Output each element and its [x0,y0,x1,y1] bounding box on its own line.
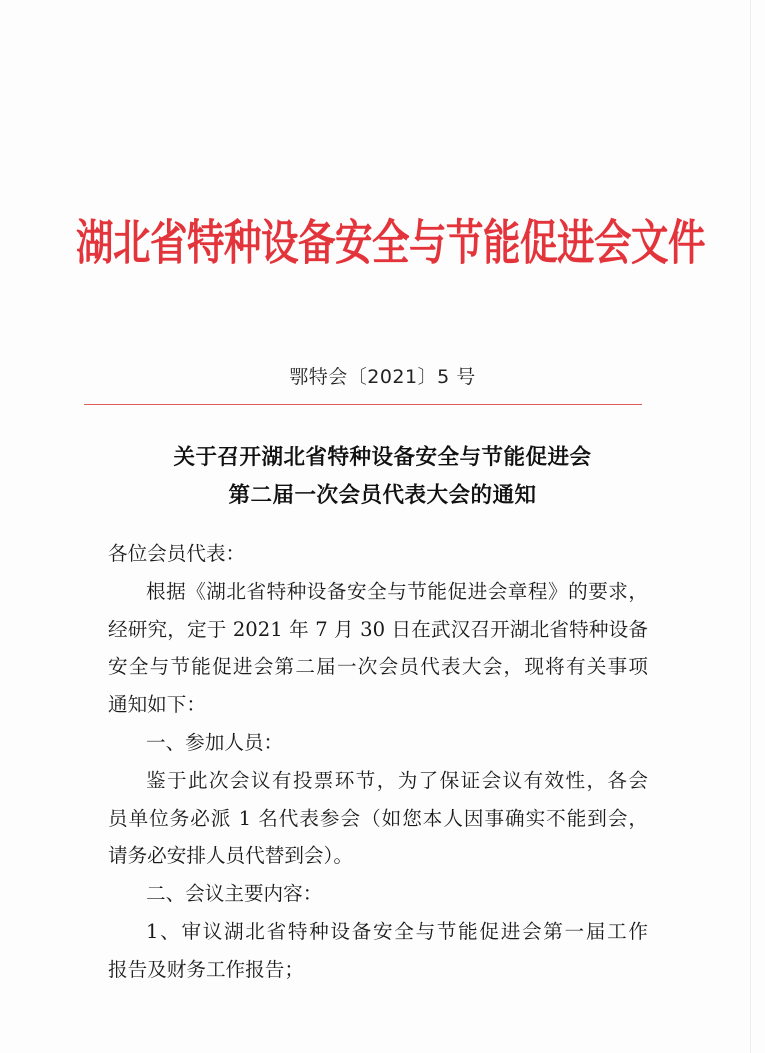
paragraph-3-line-2: 报告及财务工作报告； [108,957,304,981]
paragraph-2-line-3: 请务必安排人员代替到会）。 [108,844,353,868]
paragraph-3-line-1: 1、审议湖北省特种设备安全与节能促进会第一届工作 [146,919,648,943]
paragraph-1-line-1: 根据《湖北省特种设备安全与节能促进会章程》的要求， [146,579,648,603]
section-heading-main-content: 二、会议主要内容： [146,882,323,906]
red-divider-line [84,404,642,405]
scan-edge-line [750,0,751,1053]
organization-letterhead-title: 湖北省特种设备安全与节能促进会文件 [76,214,705,271]
notice-title-line-2: 第二届一次会员代表大会的通知 [228,483,537,508]
paragraph-2-line-1: 鉴于此次会议有投票环节，为了保证会议有效性，各会 [146,768,648,792]
section-heading-participants: 一、参加人员： [146,730,284,754]
document-number: 鄂特会〔2021〕5 号 [289,366,476,388]
salutation: 各位会员代表： [108,542,246,565]
paragraph-1-line-2: 经研究，定于 2021 年 7 月 30 日在武汉召开湖北省特种设备 [108,617,648,641]
paragraph-1-line-4: 通知如下： [108,693,206,717]
notice-body [108,535,648,989]
notice-title-line-1: 关于召开湖北省特种设备安全与节能促进会 [173,445,592,470]
paragraph-2-line-2: 员单位务必派 1 名代表参会（如您本人因事确实不能到会， [108,806,648,830]
paragraph-1-line-3: 安全与节能促进会第二届一次会员代表大会，现将有关事项 [108,655,648,679]
